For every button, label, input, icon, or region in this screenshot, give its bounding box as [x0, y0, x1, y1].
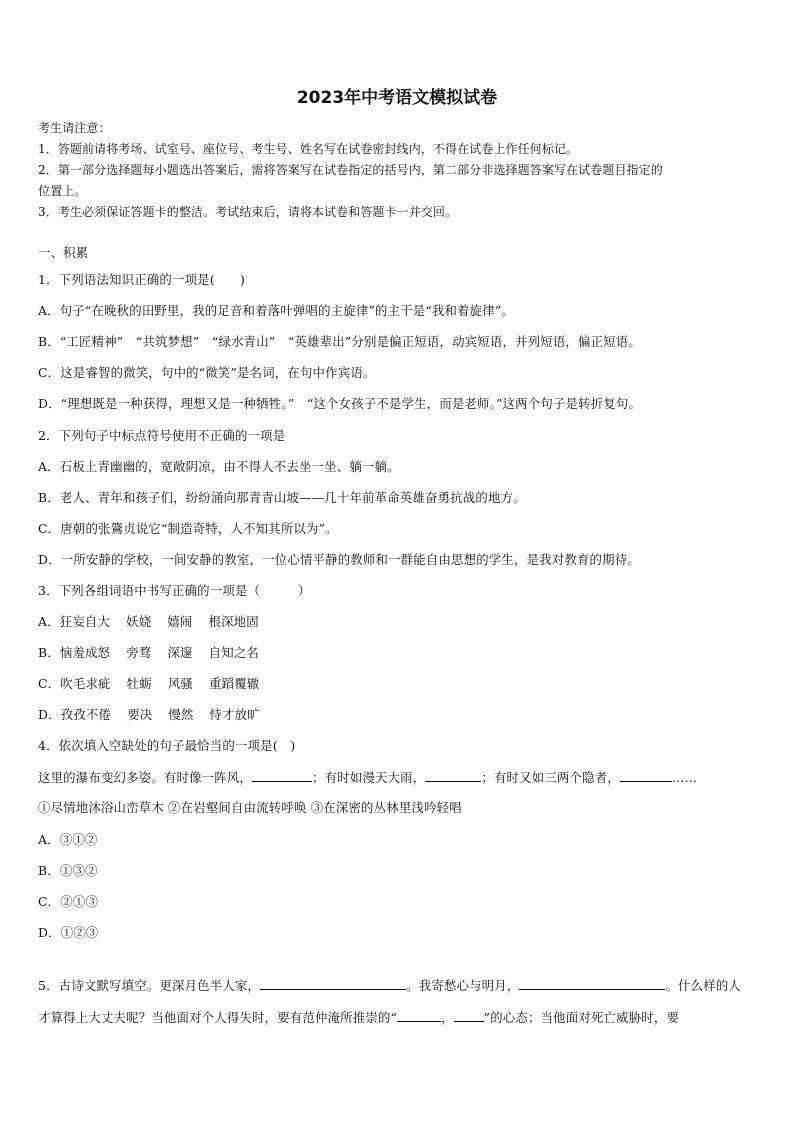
- q3-option-label: D．: [38, 707, 61, 722]
- notice-item-3: 3．考生必须保证答题卡的整洁。考试结束后，请将本试卷和答题卡一并交回。: [38, 205, 458, 219]
- q5-blank-4[interactable]: [454, 1009, 484, 1022]
- q1-option-b: B．“工匠精神” “共筑梦想” “绿水青山” “英雄辈出”分别是偏正短语，动宾短语，并列短语，偏正短语。: [38, 334, 641, 349]
- q3-option-label: B．: [38, 645, 60, 660]
- q3-word: 风骚: [167, 676, 194, 691]
- q4-stem: 4．依次填入空缺处的句子最恰当的一项是( ): [38, 738, 296, 753]
- q3-option-b: [38, 645, 760, 661]
- q5-text: ”的心态；当他面对死亡威胁时，要: [483, 1010, 680, 1025]
- q4-option-c: C．②①③: [38, 894, 99, 909]
- q3-option-c: [38, 676, 760, 692]
- q3-word: 慢然: [168, 707, 194, 722]
- q1-stem: 1．下列语法知识正确的一项是( ): [38, 272, 246, 287]
- q4-blank-1[interactable]: [252, 769, 312, 782]
- notice-item-1: 1．答题前请将考场、试室号、座位号、考生号、姓名写在试卷密封线内，不得在试卷上作任何标记。: [38, 142, 579, 156]
- q2-option-c: C．唐朝的张鷟贞说它“制造奇特，人不知其所以为”。: [38, 521, 338, 536]
- q4-passage: [38, 769, 760, 786]
- q4-passage-text: ……: [671, 770, 698, 785]
- q4-passage-text: ；有时如漫天大雨，: [312, 770, 426, 785]
- q5-blank-1[interactable]: [260, 977, 406, 990]
- q5-text: 。我寄愁心与明月，: [406, 978, 520, 993]
- q4-blank-3[interactable]: [620, 769, 672, 782]
- q3-word: 吹毛求疵: [60, 676, 111, 691]
- q3-word: 牡蛎: [126, 676, 152, 691]
- section-heading: 一、积累: [38, 245, 89, 260]
- notice-heading: 考生请注意：: [38, 121, 111, 135]
- q4-passage-text: 这里的瀑布变幻多姿。有时像一阵风，: [38, 770, 253, 785]
- q3-word: 狂妄自大: [59, 614, 111, 629]
- q3-word: 孜孜不倦: [60, 707, 112, 722]
- q2-option-b: B．老人、青年和孩子们，纷纷涌向那青青山坡——几十年前革命英雄奋勇抗战的地方。: [38, 490, 526, 505]
- q3-word: 自知之名: [208, 645, 260, 660]
- q3-word: 深邃: [167, 645, 193, 660]
- q3-word: 恼羞成怒: [59, 645, 111, 660]
- q3-option-a: [38, 614, 760, 630]
- q5-text: ，: [441, 1010, 454, 1025]
- q3-word: 重蹈覆辙: [209, 676, 260, 691]
- q2-option-a: A．石板上青幽幽的，宽敞阴凉，由不得人不去坐一坐、躺一躺。: [38, 459, 400, 474]
- q5-text: 5．古诗文默写填空。更深月色半人家，: [38, 978, 261, 993]
- notice-item-2-cont: 位置上。: [38, 184, 87, 198]
- q3-word: 根深地固: [208, 614, 259, 629]
- q5-text: 。什么样的人: [665, 978, 741, 993]
- q4-blank-2[interactable]: [425, 769, 481, 782]
- q3-word: 要决: [127, 707, 153, 722]
- q5-blank-3[interactable]: [397, 1009, 441, 1022]
- q2-stem: 2．下列句子中标点符号使用不正确的一项是: [38, 428, 286, 443]
- q1-option-c: C．这是睿智的微笑，句中的“微笑”是名词，在句中作宾语。: [38, 365, 376, 380]
- q4-option-a: A．③①②: [38, 832, 98, 847]
- q3-word: 旁骛: [126, 645, 152, 660]
- q4-option-b: B．①③②: [38, 863, 98, 878]
- q3-word: 嬉闹: [167, 614, 193, 629]
- q3-option-label: C．: [38, 676, 61, 691]
- q5-line-1: [38, 977, 760, 994]
- q1-option-d: D．“理想既是一种获得，理想又是一种牺牲。” “这个女孩子不是学生，而是老师。”这两个句子是转折复句。: [38, 396, 642, 411]
- q5-text: 才算得上大丈夫呢？当他面对个人得失时，要有范仲淹所推崇的“: [38, 1010, 398, 1025]
- q4-passage-text: ；有时又如三两个隐者，: [481, 770, 620, 785]
- q1-option-a: A．句子“在晚秋的田野里，我的足音和着落叶弹唱的主旋律”的主干是“我和着旋律”。: [38, 303, 514, 318]
- q4-choices: ①尽情地沐浴山峦草木 ②在岩壑间自由流转呼唤 ③在深密的丛林里浅吟轻唱: [38, 800, 462, 815]
- q3-word: 恃才放旷: [209, 707, 260, 722]
- q5-line-2: [38, 1009, 760, 1026]
- q2-option-d: D．一所安静的学校，一间安静的教室，一位心情平静的教师和一群能自由思想的学生，是我对教育的期待。: [38, 552, 640, 567]
- q3-option-d: [38, 707, 760, 723]
- q3-option-label: A．: [38, 614, 60, 629]
- notice-item-2: 2．第一部分选择题每小题选出答案后，需将答案写在试卷指定的括号内，第二部分非选择题答案写在试卷题目指定的: [38, 163, 663, 177]
- q3-word: 妖娆: [126, 614, 152, 629]
- q3-stem: 3．下列各组词语中书写正确的一项是（ ）: [38, 583, 311, 598]
- q5-blank-2[interactable]: [519, 977, 665, 990]
- q4-option-d: D．①②③: [38, 925, 99, 940]
- page-title: 2023年中考语文模拟试卷: [296, 88, 498, 108]
